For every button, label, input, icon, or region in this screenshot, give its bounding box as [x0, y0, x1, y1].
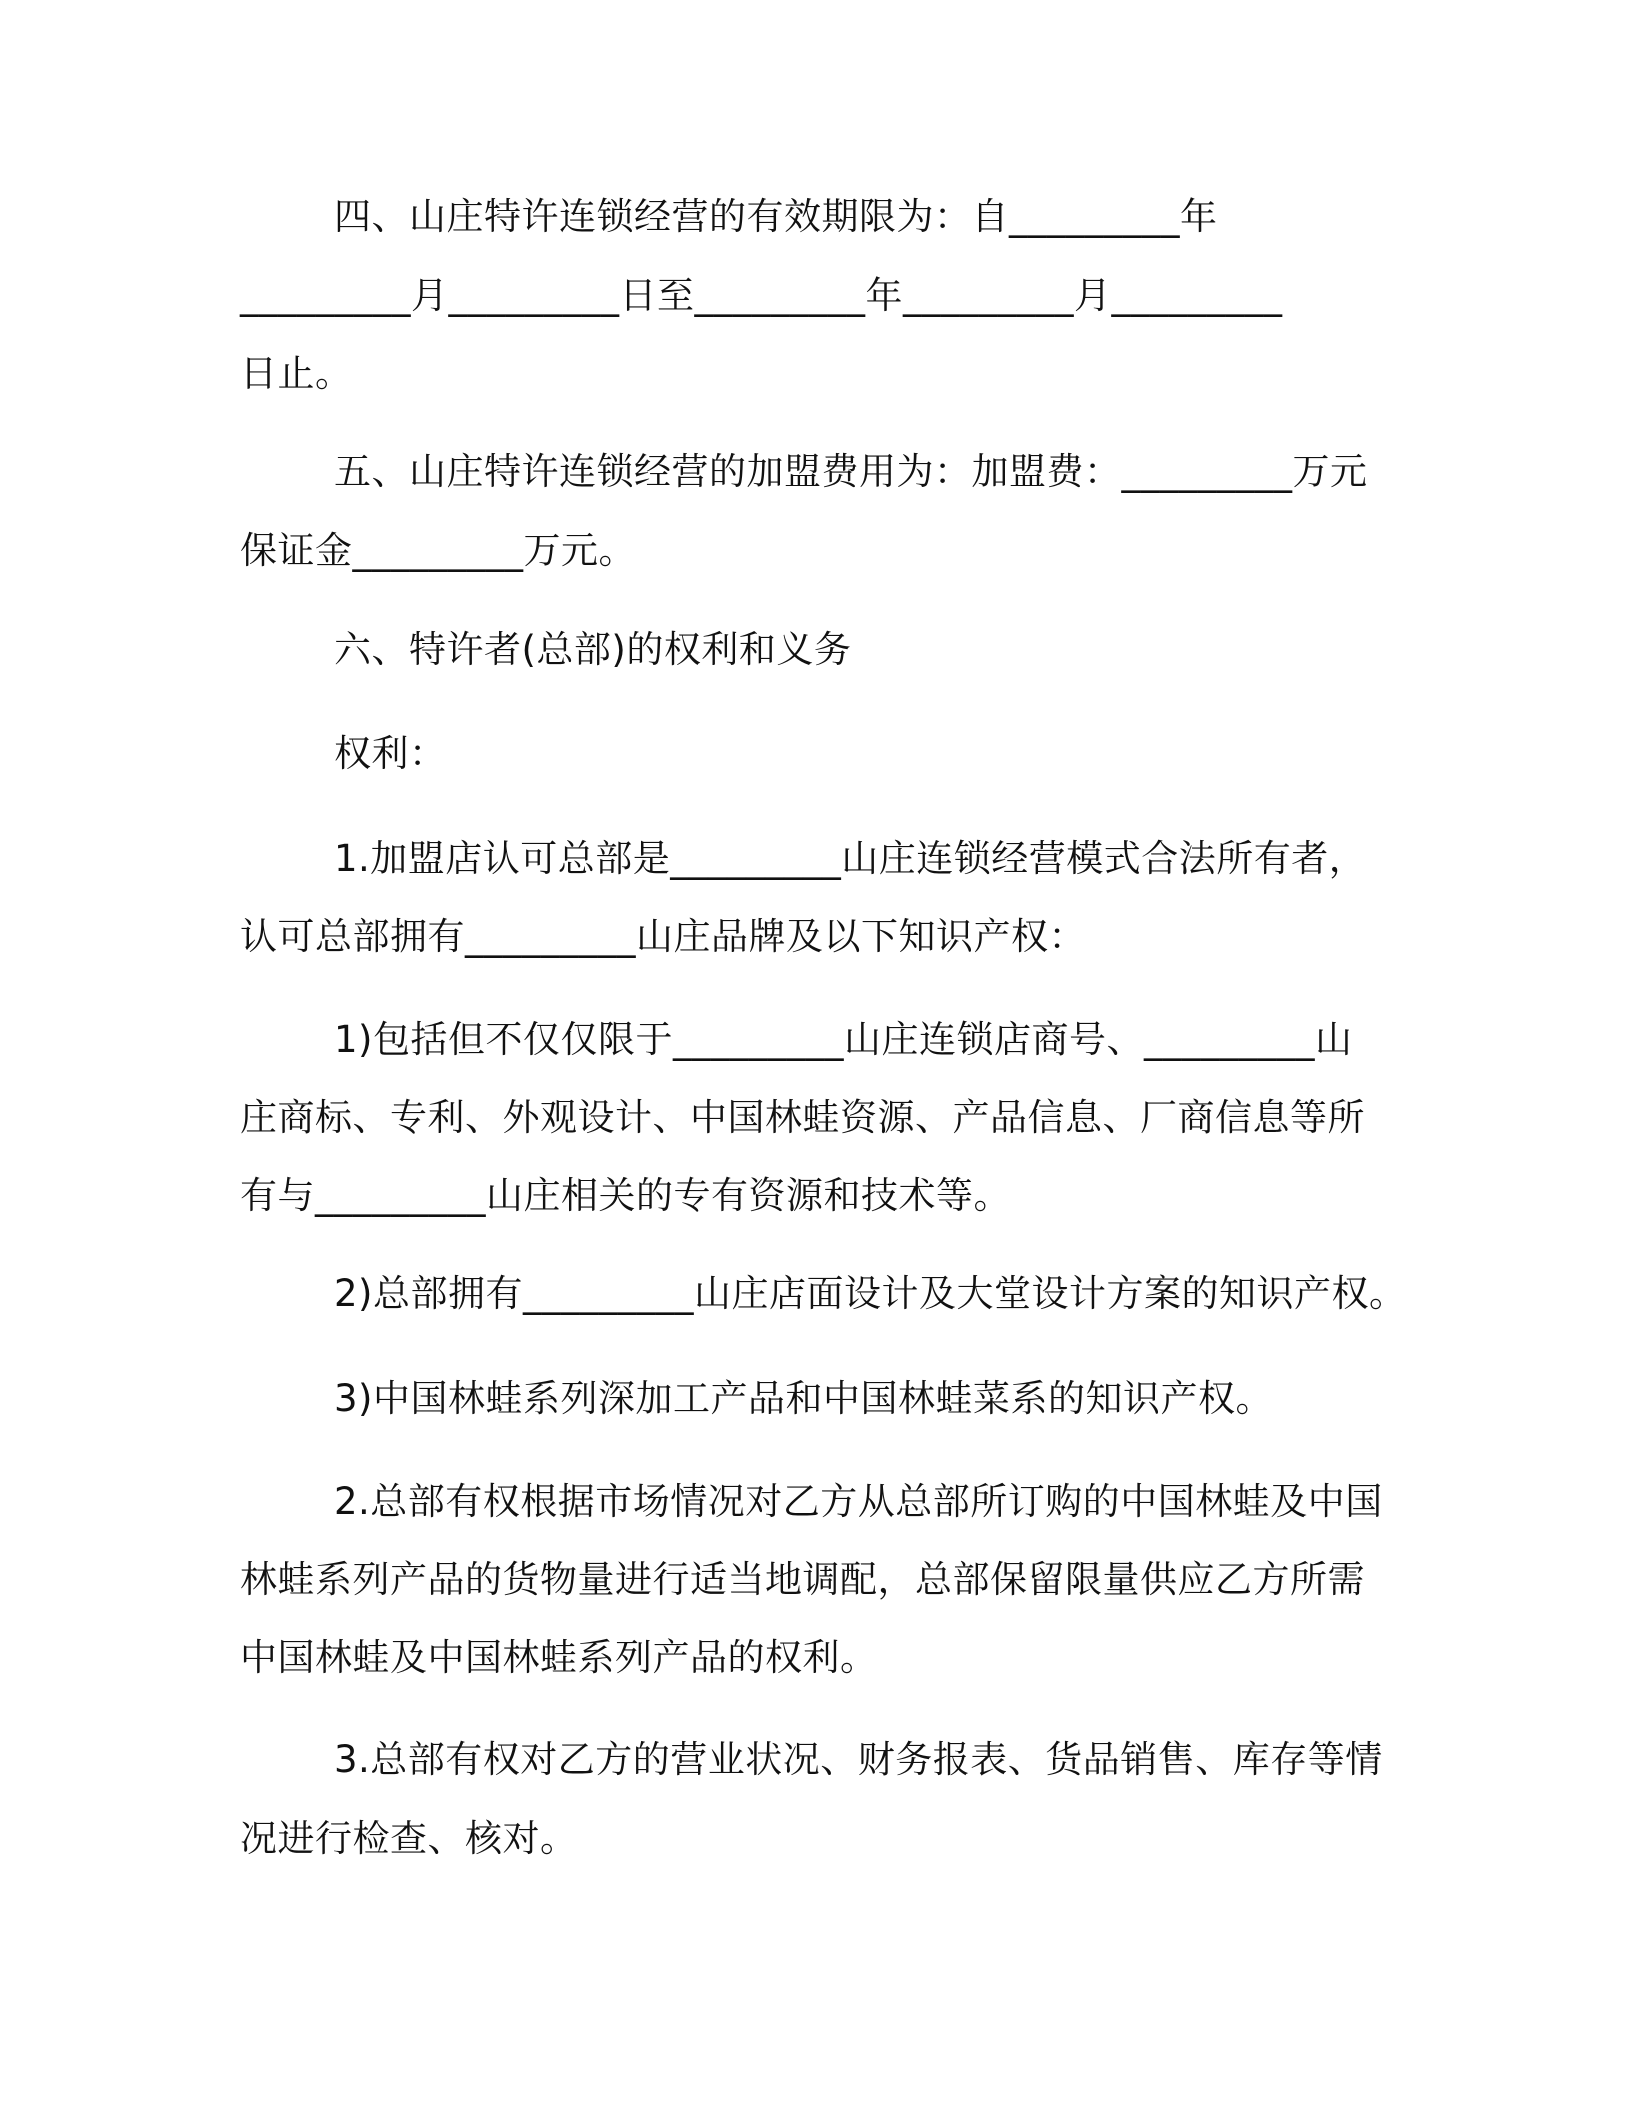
text-line: 四、山庄特许连锁经营的有效期限为：自_________年: [334, 195, 1218, 238]
text-line: _________月_________日至_________年_________月_________: [240, 274, 1283, 317]
text-line: 中国林蛙及中国林蛙系列产品的权利。: [240, 1636, 878, 1679]
text-line: 日止。: [240, 352, 353, 395]
text-line: 3)中国林蛙系列深加工产品和中国林蛙菜系的知识产权。: [334, 1377, 1273, 1420]
text-line: 有与_________山庄相关的专有资源和技术等。: [240, 1174, 1011, 1217]
text-line: 庄商标、专利、外观设计、中国林蛙资源、产品信息、厂商信息等所: [240, 1096, 1365, 1139]
text-line: 保证金_________万元。: [240, 529, 636, 572]
text-line: 林蛙系列产品的货物量进行适当地调配，总部保留限量供应乙方所需: [240, 1558, 1365, 1601]
text-line: 2)总部拥有_________山庄店面设计及大堂设计方案的知识产权。: [334, 1272, 1407, 1315]
text-line: 况进行检查、核对。: [240, 1817, 578, 1860]
text-line: 五、山庄特许连锁经营的加盟费用为：加盟费：_________万元: [334, 450, 1368, 493]
text-line: 认可总部拥有_________山庄品牌及以下知识产权：: [240, 915, 1086, 958]
text-line: 1.加盟店认可总部是_________山庄连锁经营模式合法所有者，: [334, 837, 1367, 880]
text-line: 2.总部有权根据市场情况对乙方从总部所订购的中国林蛙及中国: [334, 1480, 1383, 1523]
text-line: 3.总部有权对乙方的营业状况、财务报表、货品销售、库存等情: [334, 1738, 1383, 1781]
subheading: 权利：: [334, 732, 447, 775]
text-line: 1)包括但不仅仅限于_________山庄连锁店商号、_________山: [334, 1018, 1353, 1061]
section-heading: 六、特许者(总部)的权利和义务: [334, 628, 852, 671]
